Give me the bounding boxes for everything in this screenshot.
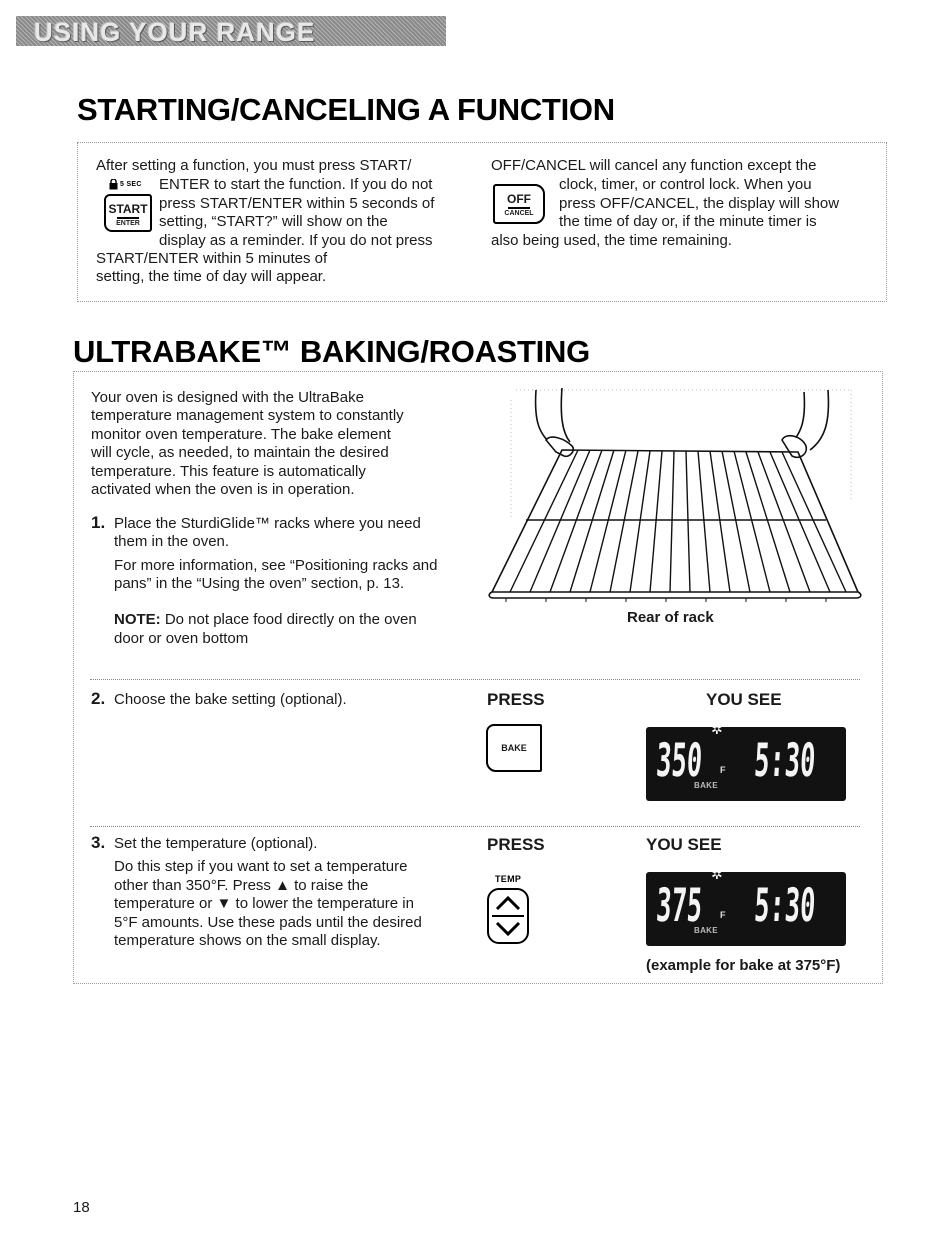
display-temp-375: 375	[654, 878, 704, 932]
left-line-5: START/ENTER within 5 minutes of	[96, 250, 328, 267]
intro-line-0: Your oven is designed with the UltraBake	[91, 389, 364, 406]
off-cancel-pad[interactable]	[493, 184, 545, 224]
bake-pad[interactable]	[486, 724, 542, 772]
intro-line-5: activated when the oven is in operation.	[91, 481, 355, 498]
note-line-0: Do not place food directly on the oven	[160, 611, 417, 628]
step1-line-0: Place the SturdiGlide™ racks where you need	[114, 515, 421, 532]
heat-indicator-icon: ✲	[711, 866, 723, 882]
note-text-line-0	[114, 610, 417, 629]
divider-step3	[90, 826, 860, 827]
chevron-up-icon	[489, 890, 527, 916]
right-line-0: OFF/CANCEL will cancel any function except the	[491, 157, 817, 174]
start-enter-pad[interactable]	[104, 194, 152, 232]
page-number: 18	[73, 1199, 90, 1216]
left-line-1: ENTER to start the function. If you do not	[159, 176, 433, 193]
step3-line-2: temperature or ▼ to lower the temperature in	[114, 895, 414, 912]
left-line-6: setting, the time of day will appear.	[96, 268, 327, 285]
heat-indicator-icon: ✲	[711, 721, 723, 737]
start-pad-sublabel: ENTER	[116, 220, 140, 227]
display-temp: 350	[654, 733, 704, 787]
display-bake-350	[646, 721, 846, 801]
step3-you-see-heading: YOU SEE	[646, 835, 722, 854]
section-title-ultrabake: ULTRABAKE™ BAKING/ROASTING	[73, 334, 590, 369]
step2-press-heading: PRESS	[487, 690, 545, 709]
step2-number: 2.	[91, 689, 106, 708]
step3-line-3: 5°F amounts. Use these pads until the desired	[114, 914, 422, 931]
step3-press-heading: PRESS	[487, 835, 545, 854]
step3-line-1: other than 350°F. Press ▲ to raise the	[114, 877, 369, 894]
start-pad-hold-label: 5 SEC	[120, 181, 142, 188]
temp-up-button[interactable]	[489, 890, 527, 916]
example-caption: (example for bake at 375°F)	[646, 957, 841, 974]
right-line-1: clock, timer, or control lock. When you	[559, 176, 812, 193]
section-title-starting: STARTING/CANCELING A FUNCTION	[77, 92, 615, 127]
note-line-1: door or oven bottom	[114, 630, 249, 647]
off-pad-divider	[508, 207, 530, 209]
section-banner	[16, 16, 446, 46]
display-mode: BAKE	[694, 781, 718, 790]
display-time-375: 5:30	[752, 878, 817, 932]
left-line-3: setting, “START?” will show on the	[159, 213, 388, 230]
temp-pad	[487, 888, 529, 944]
step1-number: 1.	[91, 513, 106, 532]
left-line-0: After setting a function, you must press START/	[96, 157, 412, 174]
step2-text: Choose the bake setting (optional).	[114, 691, 347, 708]
lock-icon	[109, 177, 118, 195]
step1-line-1: them in the oven.	[114, 533, 230, 550]
rack-caption: Rear of rack	[627, 609, 714, 626]
step3-line-4: temperature shows on the small display.	[114, 932, 381, 949]
step3-number: 3.	[91, 833, 106, 852]
start-pad-label: START	[108, 202, 148, 216]
display-time: 5:30	[752, 733, 817, 787]
display-bake-375	[646, 866, 846, 946]
step3-text: Set the temperature (optional).	[114, 835, 318, 852]
right-line-3: the time of day or, if the minute timer is	[559, 213, 817, 230]
display-unit-375: F	[720, 910, 726, 920]
start-pad-divider	[117, 217, 139, 219]
display-unit: F	[720, 765, 726, 775]
temp-down-button[interactable]	[489, 916, 527, 942]
note-label: NOTE:	[114, 611, 161, 628]
temp-pad-label: TEMP	[495, 874, 522, 884]
off-pad-label: OFF	[507, 192, 531, 206]
intro-line-2: monitor oven temperature. The bake element	[91, 426, 391, 443]
intro-line-1: temperature management system to constantly	[91, 407, 404, 424]
step1-more-line-0: For more information, see “Positioning racks and	[114, 557, 438, 574]
step2-you-see-heading: YOU SEE	[706, 690, 782, 709]
intro-line-3: will cycle, as needed, to maintain the desired	[91, 444, 389, 461]
left-line-2: press START/ENTER within 5 seconds of	[159, 195, 435, 212]
right-line-4: also being used, the time remaining.	[491, 232, 732, 249]
oven-rack-illustration	[486, 380, 866, 610]
step1-more-line-1: pans” in the “Using the oven” section, p. 13.	[114, 575, 405, 592]
step3-line-0: Do this step if you want to set a temperature	[114, 858, 408, 875]
banner-text: USING YOUR RANGE	[34, 17, 316, 47]
chevron-down-icon	[489, 916, 527, 942]
bake-pad-label: BAKE	[501, 743, 527, 753]
display-mode-375: BAKE	[694, 926, 718, 935]
off-pad-sublabel: CANCEL	[504, 210, 534, 217]
left-line-4: display as a reminder. If you do not press	[159, 232, 433, 249]
intro-line-4: temperature. This feature is automatically	[91, 463, 366, 480]
right-line-2: press OFF/CANCEL, the display will show	[559, 195, 840, 212]
divider-step2	[90, 679, 860, 680]
